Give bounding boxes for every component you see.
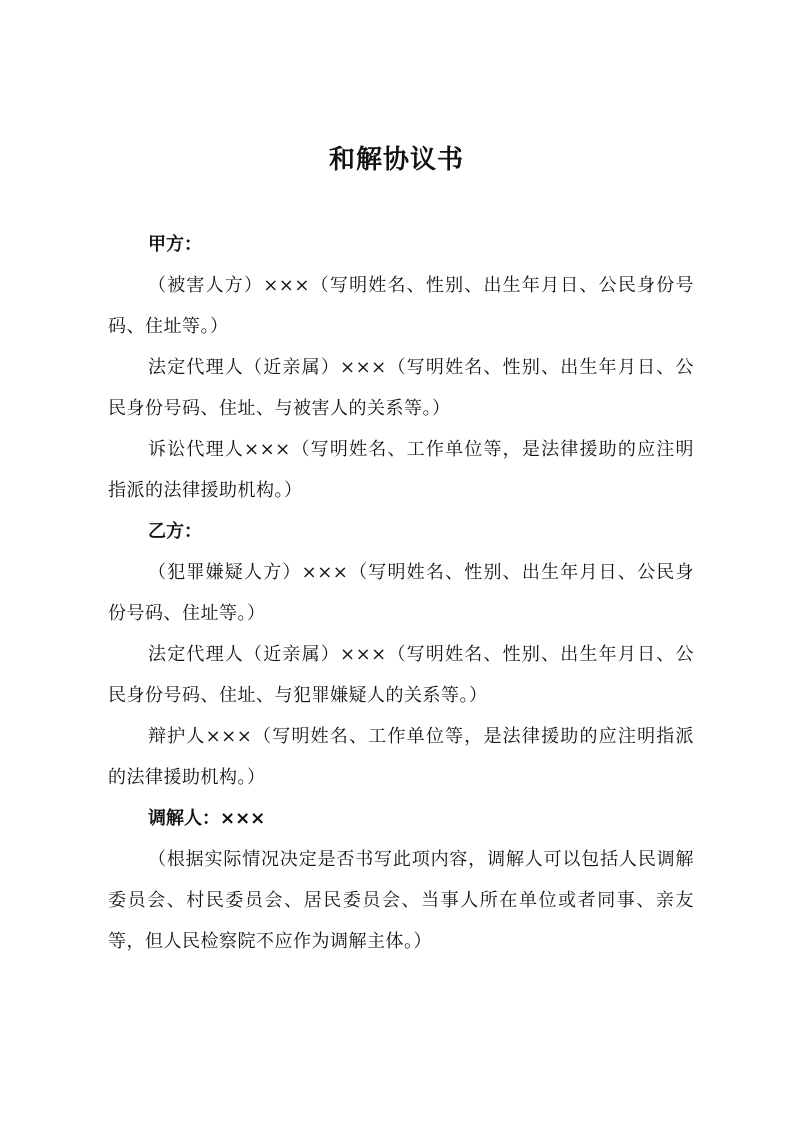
party-b-heading: 乙方： [148, 521, 202, 542]
document-title: 和解协议书 [328, 145, 464, 175]
mediator-heading: 调解人：××× [148, 808, 266, 829]
party-a-litigation-agent-paragraph: 诉讼代理人×××（写明姓名、工作单位等，是法律援助的应注明指派的法律援助机构。） [108, 439, 694, 501]
party-a-section [108, 224, 694, 511]
party-a-legal-representative-paragraph: 法定代理人（近亲属）×××（写明姓名、性别、出生年月日、公民身份号码、住址、与被害人的关系等。） [108, 357, 694, 419]
document-body [108, 224, 694, 962]
mediator-section [108, 798, 694, 962]
party-a-heading: 甲方： [148, 234, 202, 255]
party-b-suspect-paragraph: （犯罪嫌疑人方）×××（写明姓名、性别、出生年月日、公民身份号码、住址等。） [108, 562, 694, 624]
party-b-defender-paragraph: 辩护人×××（写明姓名、工作单位等，是法律援助的应注明指派的法律援助机构。） [108, 726, 694, 788]
party-b-legal-representative-paragraph: 法定代理人（近亲属）×××（写明姓名、性别、出生年月日、公民身份号码、住址、与犯罪嫌疑人的关系等。） [108, 644, 694, 706]
party-b-section [108, 511, 694, 798]
party-a-victim-paragraph: （被害人方）×××（写明姓名、性别、出生年月日、公民身份号码、住址等。） [108, 275, 694, 337]
mediator-note-paragraph: （根据实际情况决定是否书写此项内容，调解人可以包括人民调解委员会、村民委员会、居民委员会、当事人所在单位或者同事、亲友等，但人民检察院不应作为调解主体。） [108, 849, 694, 952]
